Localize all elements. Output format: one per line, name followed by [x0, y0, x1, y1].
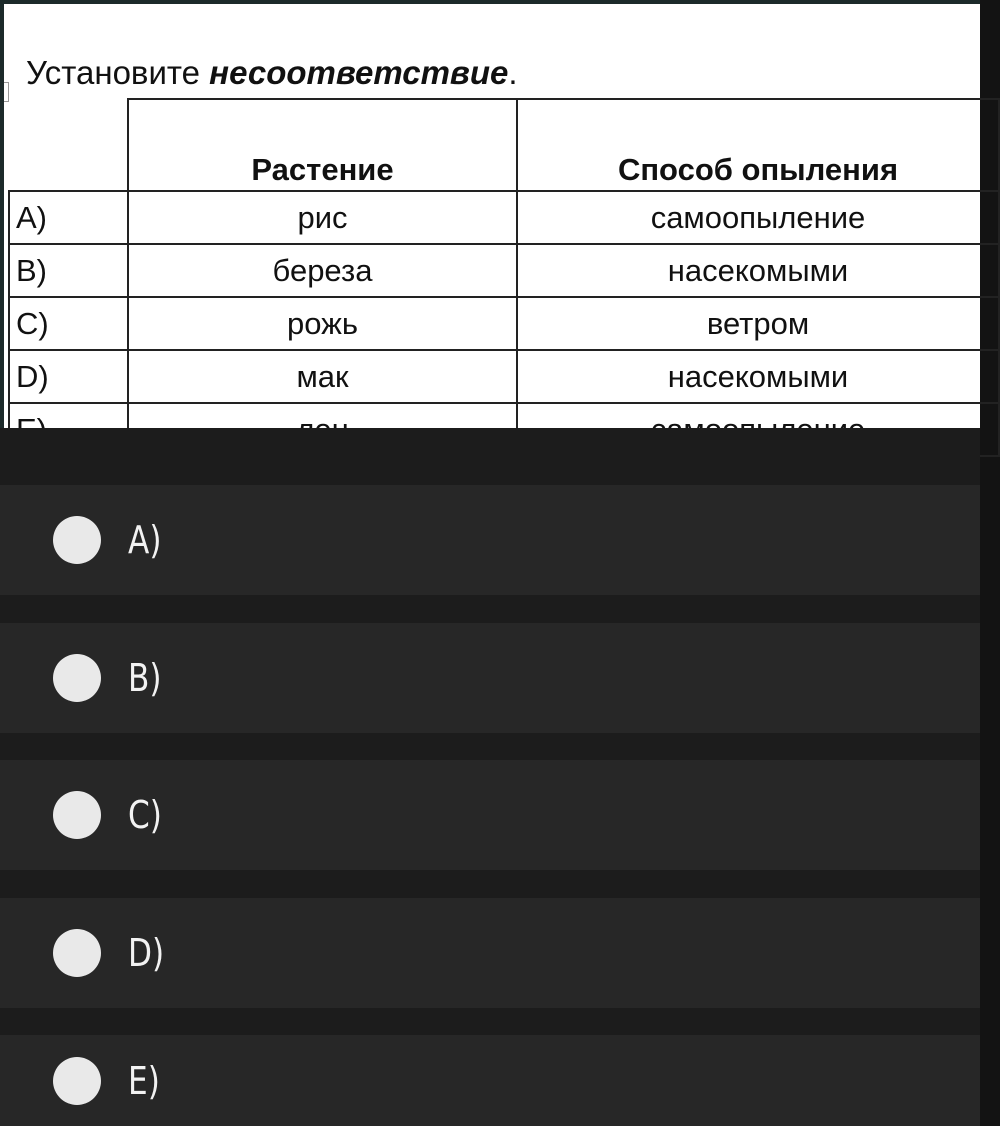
radio-button[interactable] [53, 516, 101, 564]
table-row [9, 297, 999, 350]
radio-button[interactable] [53, 1057, 101, 1105]
separator [0, 1008, 980, 1035]
table-header-method: Способ опыления [517, 99, 999, 191]
question-image [0, 0, 980, 428]
table-row [9, 350, 999, 403]
instruction-emphasis: несоответствие [209, 54, 509, 91]
row-letter: D) [9, 350, 128, 403]
answer-option-e[interactable] [0, 1035, 980, 1126]
option-label: B) [128, 656, 162, 700]
row-letter: A) [9, 191, 128, 244]
option-label: D) [128, 931, 165, 975]
separator [0, 870, 980, 898]
row-method: насекомыми [517, 350, 999, 403]
row-method: самоопыление [517, 191, 999, 244]
radio-button[interactable] [53, 654, 101, 702]
row-plant: мак [128, 350, 517, 403]
radio-button[interactable] [53, 791, 101, 839]
radio-button[interactable] [53, 929, 101, 977]
instruction-suffix: . [508, 54, 518, 91]
table-header-blank [9, 99, 128, 191]
row-plant: рожь [128, 297, 517, 350]
option-label: C) [128, 793, 162, 837]
separator [0, 595, 980, 623]
answer-option-d[interactable] [0, 898, 980, 1008]
row-method: насекомыми [517, 244, 999, 297]
row-letter: C) [9, 297, 128, 350]
answer-option-b[interactable] [0, 623, 980, 733]
answer-option-c[interactable] [0, 760, 980, 870]
table-header-plant: Растение [128, 99, 517, 191]
separator [0, 733, 980, 760]
table-header-row [9, 99, 999, 191]
row-plant: береза [128, 244, 517, 297]
option-label: A) [128, 518, 162, 562]
instruction-prefix: Установите [26, 54, 210, 91]
answer-option-a[interactable] [0, 485, 980, 595]
option-label: E) [128, 1058, 160, 1103]
row-letter: B) [9, 244, 128, 297]
matching-table [8, 98, 1000, 457]
table-row [9, 191, 999, 244]
table-row [9, 244, 999, 297]
row-plant: рис [128, 191, 517, 244]
row-method: ветром [517, 297, 999, 350]
separator [0, 428, 980, 485]
question-instruction [26, 54, 518, 92]
